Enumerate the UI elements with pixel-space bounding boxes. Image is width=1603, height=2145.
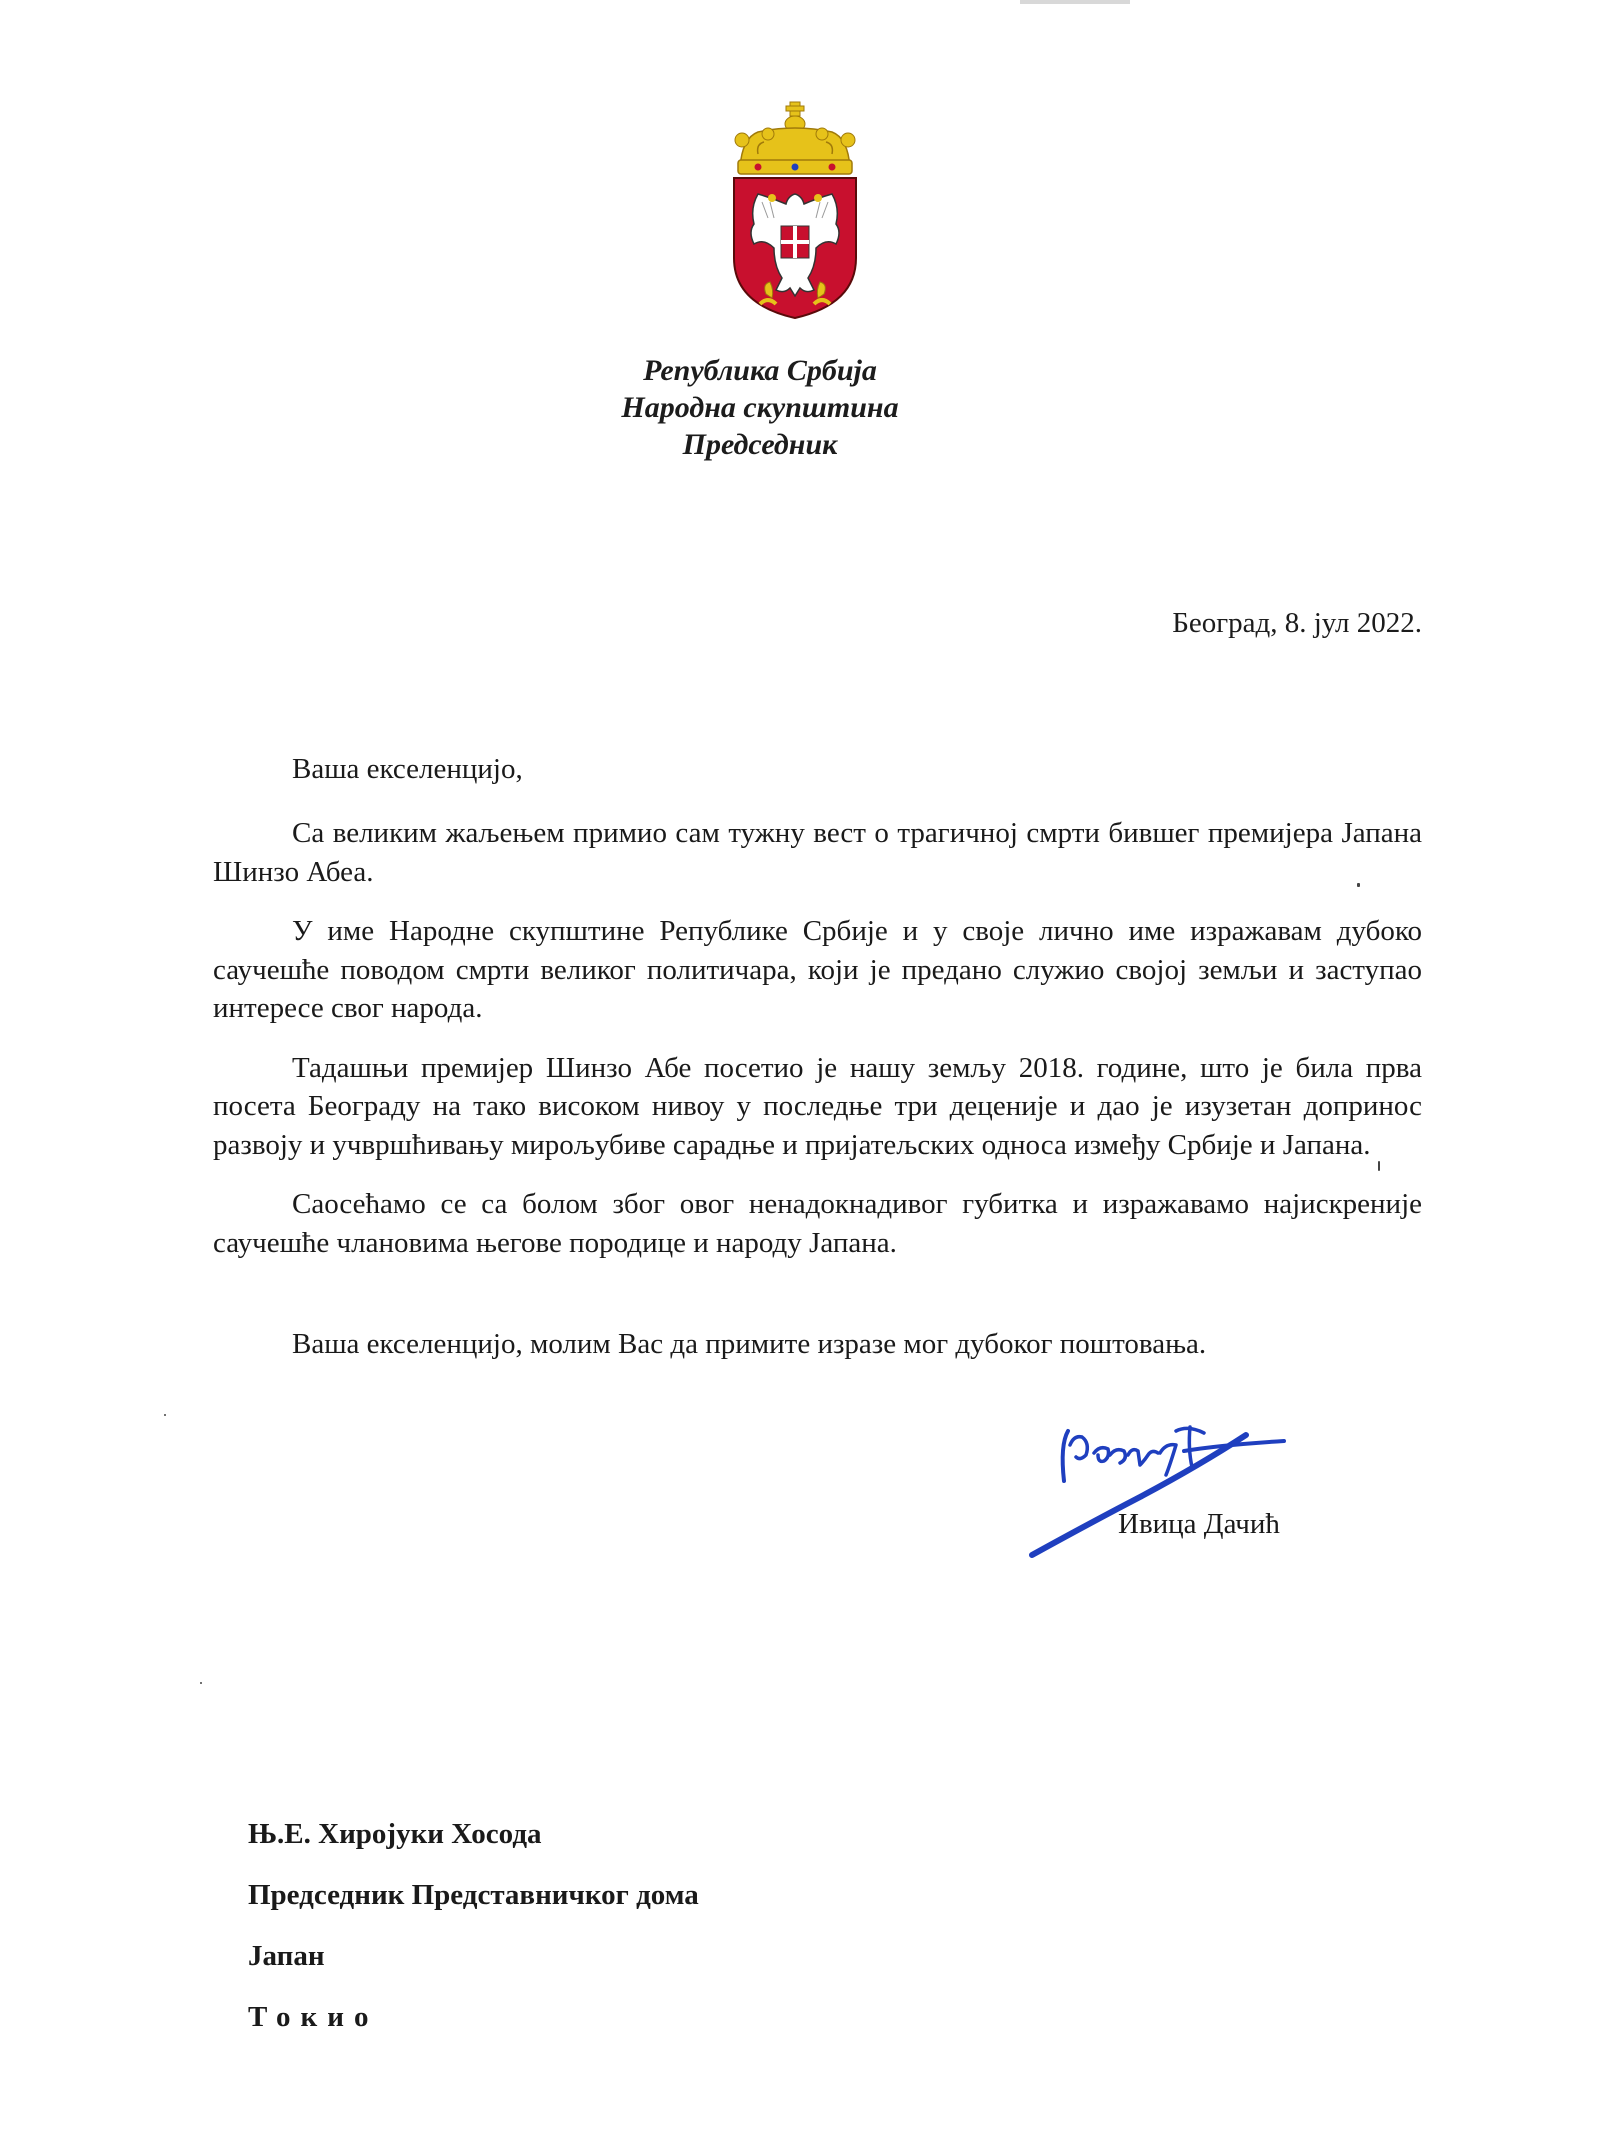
signature-icon — [1020, 1405, 1320, 1565]
scan-speck — [1378, 1161, 1380, 1171]
crown-icon — [735, 102, 855, 174]
recipient-country: Јапан — [248, 1940, 325, 1972]
shield-icon — [734, 178, 856, 318]
signer-name: Ивица Дачић — [1118, 1508, 1280, 1540]
paragraph-3: Тадашњи премијер Шинзо Абе посетио је нашу земљу 2018. године, што је била прва посета Београду на тако високом нивоу у последње три деценије и дао је изузетан допринос развоју и учвршћивању мирољубиве сарадње и пријатељских односа између Србије и Јапана. — [213, 1051, 1422, 1161]
paragraph-1: Са великим жаљењем примио сам тужну вест о трагичној смрти бившег премијера Јапана Шинзо Абеа. — [213, 817, 1422, 888]
recipient-name: Њ.Е. Хиројуки Хосода — [248, 1818, 542, 1850]
coat-of-arms-icon — [728, 98, 862, 322]
letterhead-office: Председник — [682, 428, 838, 461]
scan-mark — [1020, 0, 1130, 4]
recipient-block — [248, 1804, 699, 2048]
letter-body — [213, 814, 1422, 1283]
letterhead-institution: Народна скупштина — [621, 391, 899, 424]
scan-speck — [1357, 883, 1360, 887]
salutation: Ваша екселенцијо, — [292, 753, 523, 785]
paragraph-2: У име Народне скупштине Републике Србије и у своје лично име изражавам дубоко саучешће поводом смрти великог политичара, који је предано служио својој земљи и заступао интересе свог народа. — [213, 915, 1422, 1024]
scan-speck — [200, 1682, 202, 1684]
paragraph-4: Саосећамо се са болом због овог ненадокнадивог губитка и изражавамо најискреније саучешће члановима његове породице и народу Јапана. — [213, 1188, 1422, 1259]
closing-line: Ваша екселенцијо, молим Вас да примите изразе мог дубоког поштовања. — [292, 1328, 1207, 1360]
recipient-city: Токио — [248, 2001, 379, 2033]
letterhead — [500, 352, 1020, 463]
letter-date: Београд, 8. јул 2022. — [1172, 607, 1422, 639]
scan-speck — [164, 1414, 166, 1416]
letterhead-country: Република Србија — [643, 354, 877, 387]
recipient-title: Председник Представничког дома — [248, 1879, 699, 1911]
